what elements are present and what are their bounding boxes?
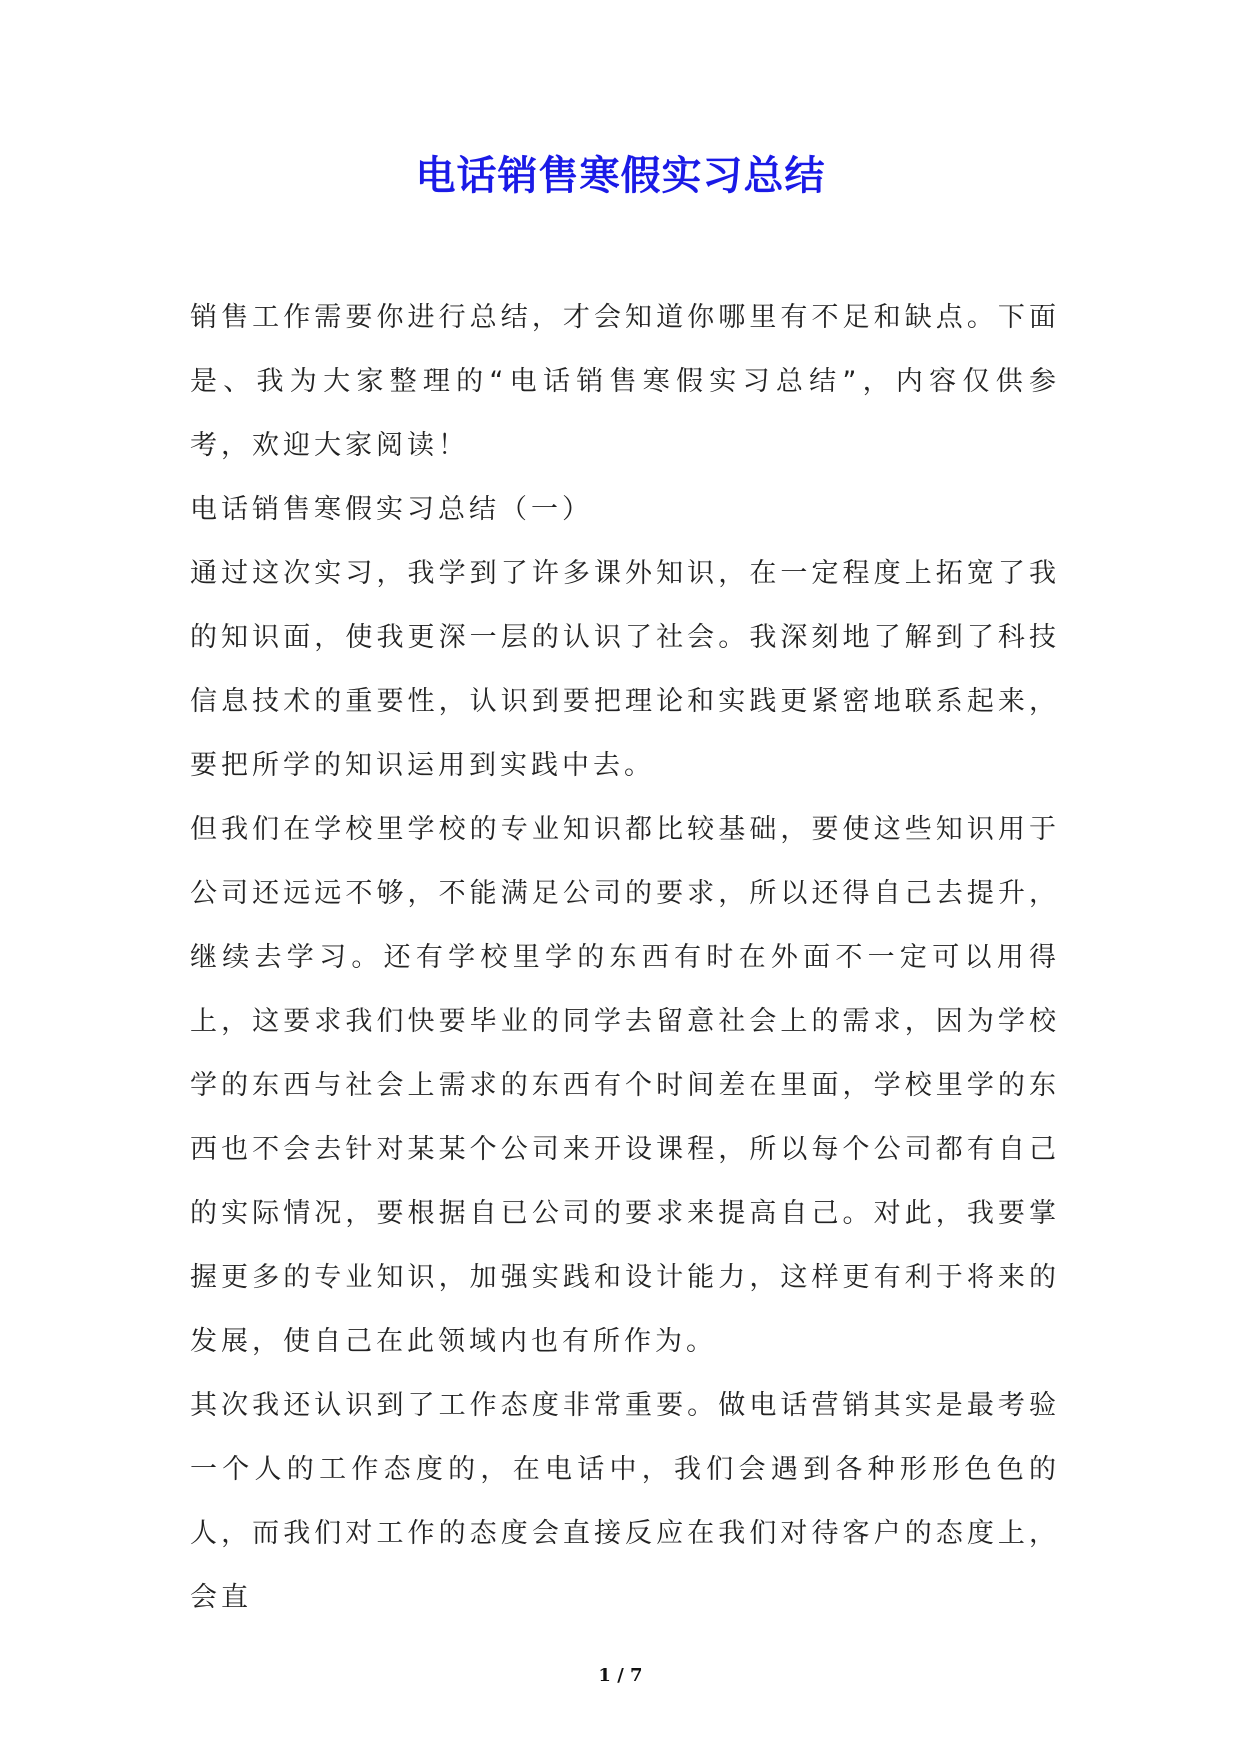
page-number: 1 / 7 — [598, 1665, 643, 1686]
document-body — [190, 286, 1060, 1630]
section-heading: 电话销售寒假实习总结（一） — [190, 494, 593, 525]
document-title: 电话销售寒假实习总结 — [415, 153, 826, 199]
body-paragraph: 但我们在学校里学校的专业知识都比较基础，要使这些知识用于公司还远远不够，不能满足公司的要求，所以还得自己去提升，继续去学习。还有学校里学的东西有时在外面不一定可以用得上，这要求我们快要毕业的同学去留意社会上的需求，因为学校学的东西与社会上需求的东西有个时间差在里面，学校里学的东西也不会去针对某某个公司来开设课程，所以每个公司都有自己的实际情况，要根据自已公司的要求来提高自己。对此，我要掌握更多的专业知识，加强实践和设计能力，这样更有利于将来的发展，使自己在此领域内也有所作为。 — [190, 814, 1060, 1357]
body-paragraph: 其次我还认识到了工作态度非常重要。做电话营销其实是最考验一个人的工作态度的，在电话中，我们会遇到各种形形色色的人，而我们对工作的态度会直接反应在我们对待客户的态度上，会直 — [190, 1390, 1060, 1613]
intro-paragraph: 销售工作需要你进行总结，才会知道你哪里有不足和缺点。下面是、我为大家整理的“电话销售寒假实习总结”，内容仅供参考，欢迎大家阅读！ — [190, 302, 1060, 461]
body-paragraph: 通过这次实习，我学到了许多课外知识，在一定程度上拓宽了我的知识面，使我更深一层的认识了社会。我深刻地了解到了科技信息技术的重要性，认识到要把理论和实践更紧密地联系起来，要把所学的知识运用到实践中去。 — [190, 558, 1060, 781]
